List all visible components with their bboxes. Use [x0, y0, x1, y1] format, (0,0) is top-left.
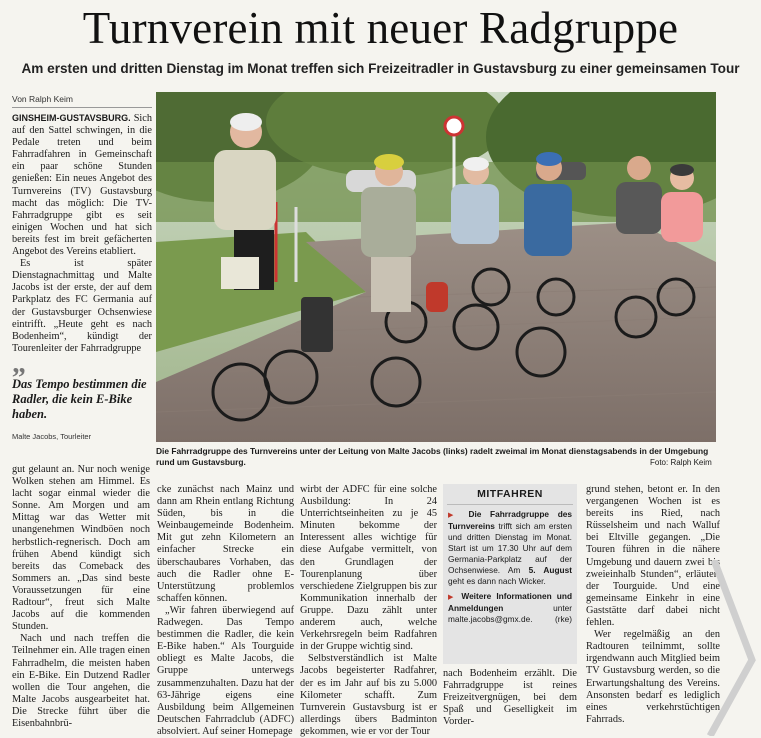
paragraph: gut gelaunt an. Nur noch wenige Wolken stehen am Himmel. Es lacht sogar einmal wieder die Sonne. Am Morgen und am Mittag war das Wetter mit unangenehmen Windböen noch herbstlich-regnerisch. Doch am frühen Abend kündigt sich bereits das Comeback des Sommers an. „Das sind beste Voraussetzungen für eine Radtour“, freut sich Malte Jacobs auf die kommenden Stunden. [12, 464, 150, 633]
paragraph: Wer regelmäßig an den Radtouren teilnimmt, sollte irgendwann auch Mitglied beim TV Gustavsburg werden, so die Erwartungshaltung des Vereins. Ansonsten bedarf es lediglich eines verkehrstüchtigen Fahrrads. [586, 629, 720, 725]
info-box-item [448, 509, 572, 587]
author-tag: (rke) [554, 614, 572, 624]
headline: Turnverein mit neuer Radgruppe [82, 3, 679, 53]
cyclists-photo-illustration [156, 92, 716, 442]
article-column-1-top [12, 112, 152, 355]
byline-rule [12, 107, 152, 108]
paragraph: Selbstverständlich ist Malte Jacobs begeisterter Radfahrer, der es im Jahr auf bis zu 5.000 Kilometer schafft. Zum Turnverein Gustavsburg ist er allerdings übers Badminton gekommen, wie er vor der Tour [300, 653, 437, 737]
triangle-bullet-icon: ▶ [448, 594, 457, 601]
paragraph: nach Bodenheim erzählt. Die Fahrradgruppe ist reines Freizeitvergnügen, bei dem Spaß und Geselligkeit im Vorder- [443, 668, 577, 728]
paragraph: grund stehen, betont er. In den vergangenen Wochen ist es bereits ins Ried, nach Rüsselsheim und nach Walluf bei Eltville gegangen. „Die Touren führen in die nähere Umgebung und dauern zwei bis zweieinhalb Stunden“, erläutert der Tourguide. Und eine gemeinsame Einkehr in eine Gaststätte darf dabei nicht fehlen. [586, 484, 720, 629]
dateline: GINSHEIM-GUSTAVSBURG. [12, 113, 131, 123]
info-box [443, 484, 577, 664]
info-box-item-lead: Weitere Informationen und Anmeldungen [448, 591, 573, 613]
info-box-title: MITFAHREN [447, 484, 573, 505]
quote-mark-icon: „ [12, 348, 26, 379]
article-column-2 [157, 484, 294, 738]
info-box-item-text: trifft sich am ersten und dritten Dienstag im Monat. Start ist um 17.30 Uhr auf dem Germania-Parkplatz auf der Ochsenwiese. Am [448, 521, 572, 575]
info-box-date: 5. August [528, 565, 572, 575]
article-column-3 [300, 484, 437, 738]
triangle-bullet-icon: ▶ [448, 512, 460, 519]
article-column-4-bottom [443, 668, 577, 728]
paragraph: „Wir fahren überwiegend auf Radwegen. Das Tempo bestimmen die Radler, die kein E-Bike haben.“ Als Tourguide obliegt es Malte Jacobs, die Gruppe unterwegs zusammenzuhalten. Dazu hat der 63-Jährige eigens eine Ausbildung beim Allgemeinen Deutschen Fahrradclub (ADFC) absolviert. Auf seiner Homepage [157, 604, 294, 737]
subheadline: Am ersten und dritten Dienstag im Monat treffen sich Freizeitradler in Gustavsburg zu einer gemeinsamen Tour [21, 61, 740, 76]
article-column-1-bottom [12, 464, 150, 730]
paragraph: Nach und nach treffen die Teilnehmer ein. Alle tragen einen Fahrradhelm, die meisten haben ein E-Bike. Ein Dutzend Radler wollen die Tour angehen, die Malte Jacobs ausgearbeitet hat. Die Strecke führt über die Eisenbahnbrü- [12, 633, 150, 729]
info-box-item-text: unter malte.jacobs@gmx.de. [448, 603, 572, 624]
pull-quote-attribution: Malte Jacobs, Tourleiter [12, 432, 92, 441]
paragraph: Sich auf den Sattel schwingen, in die Pedale treten und beim Fahrradfahren in Gemeinschaft ein paar schöne Stunden genießen: Ein neues Angebot des Turnvereins (TV) Gustavsburg macht das möglich: Die TV-Fahrradgruppe gibt es seit einigen Wochen und hat sich bereits fest im breit gefächerten Angebot des Vereins etabliert. [12, 113, 152, 258]
byline: Von Ralph Keim [12, 94, 73, 104]
photo-credit: Foto: Ralph Keim [650, 458, 712, 467]
paragraph: cke zunächst nach Mainz und dann am Rhein entlang Richtung Süden, bis in die Weinbaugemeinde Bodenheim. Mit gut zehn Kilometern an einfacher Strecke ein überschaubares Vorhaben, das auch die Radler ohne E-Unterstützung problemlos schaffen können. [157, 484, 294, 604]
info-box-item-text: geht es dann nach Wicker. [448, 576, 546, 586]
paragraph: wirbt der ADFC für eine solche Ausbildung: In 24 Unterrichtseinheiten zu je 45 Minuten bekomme der Interessent alles wichtige für diese Aufgabe vermittelt, von den Grundlagen der Tourenplanung über verschiedene Zielgruppen bis zur Kommunikation innerhalb der Gruppe. Dazu zählt unter anderem auch, welche Verkehrsregeln beim Radfahren in der Gruppe wichtig sind. [300, 484, 437, 653]
info-box-item [448, 591, 572, 625]
article-photo [156, 92, 716, 442]
pull-quote: Das Tempo bestimmen die Radler, die kein E-Bike haben. [12, 377, 147, 421]
paragraph: Es ist später Dienstagnachmittag und Malte Jacobs ist der erste, der auf dem Parkplatz des FC Germania auf der Gustavsburger Ochsenwiese eintrifft. „Heute geht es nach Bodenheim“, kündigt der Tourenleiter der Fahrradgruppe [12, 258, 152, 354]
chevron-right-icon [700, 560, 760, 736]
info-box-item-lead: Die Fahrradgruppe des Turnvereins [448, 509, 573, 531]
photo-caption: Die Fahrradgruppe des Turnvereins unter der Leitung von Malte Jacobs (links) radelt zweimal im Monat dienstagsabends in der Umgebung rund um Gustavsburg. [156, 446, 709, 467]
